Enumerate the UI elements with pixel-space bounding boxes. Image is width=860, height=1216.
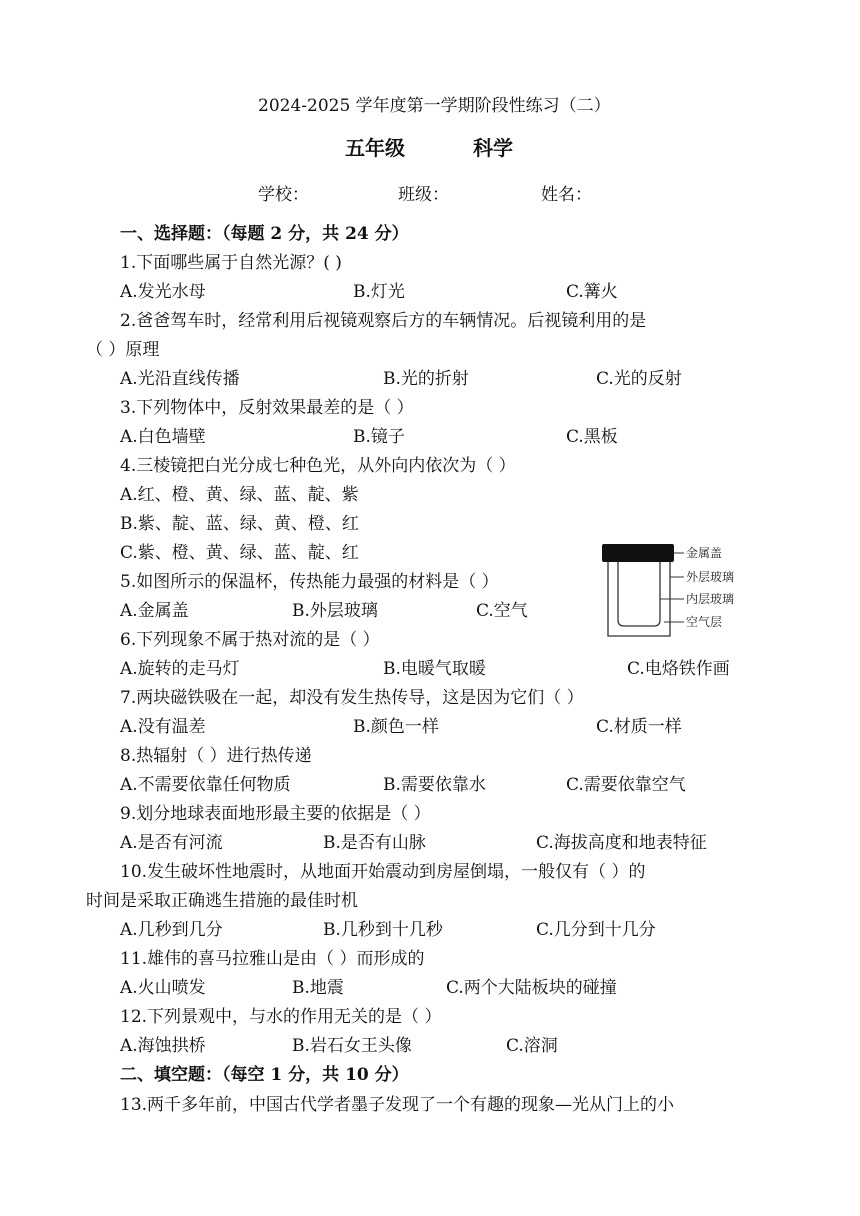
label-outer-glass: 外层玻璃 (686, 570, 735, 584)
option-b: B.是否有山脉 (323, 833, 426, 853)
metal-lid-shape (602, 544, 674, 562)
option-a: A.几秒到几分 (120, 920, 223, 940)
option-b: B.光的折射 (383, 369, 469, 389)
option-b: B.颜色一样 (353, 717, 439, 737)
option-c: C.篝火 (566, 282, 618, 302)
question-stem: 12.下列景观中，与水的作用无关的是（ ） (120, 1007, 442, 1027)
option-c: C.需要依靠空气 (566, 775, 686, 795)
exam-title: 2024-2025 学年度第一学期阶段性练习（二） (258, 96, 611, 116)
name-field-label: 姓名： (541, 185, 592, 205)
question-stem: 10.发生破坏性地震时，从地面开始震动到房屋倒塌，一般仅有（ ）的 (120, 862, 646, 882)
option-b: B.外层玻璃 (292, 601, 378, 621)
option-a: A.光沿直线传播 (120, 369, 240, 389)
school-field-label: 学校： (258, 185, 309, 205)
thermos-cup-figure (600, 540, 760, 644)
question-stem: 9.划分地球表面地形最主要的依据是（ ） (120, 804, 431, 824)
option-b: B.镜子 (353, 427, 405, 447)
question-stem: 2.爸爸驾车时，经常利用后视镜观察后方的车辆情况。后视镜利用的是 (120, 311, 647, 331)
option-a: A.白色墙壁 (120, 427, 206, 447)
option-a: A.没有温差 (120, 717, 206, 737)
option-a: A.火山喷发 (120, 978, 206, 998)
option-a: A.红、橙、黄、绿、蓝、靛、紫 (120, 485, 359, 505)
question-stem: 13.两千多年前，中国古代学者墨子发现了一个有趣的现象—光从门上的小 (120, 1095, 675, 1115)
option-b: B.电暖气取暖 (383, 659, 486, 679)
inner-glass-shape (618, 562, 660, 626)
grade-label: 五年级 (345, 136, 405, 160)
option-a: A.不需要依靠任何物质 (120, 775, 291, 795)
question-stem-continued: 时间是采取正确逃生措施的最佳时机 (86, 891, 358, 911)
question-stem: 8.热辐射（ ）进行热传递 (120, 746, 312, 766)
question-stem-continued: （ ）原理 (86, 340, 160, 360)
label-inner-glass: 内层玻璃 (686, 592, 735, 606)
label-metal-lid: 金属盖 (686, 546, 723, 560)
option-c: C.几分到十几分 (536, 920, 656, 940)
class-field-label: 班级： (398, 185, 449, 205)
option-b: B.灯光 (353, 282, 405, 302)
question-stem: 1.下面哪些属于自然光源？( ) (120, 253, 342, 273)
question-stem: 3.下列物体中，反射效果最差的是（ ） (120, 398, 414, 418)
option-c: C.光的反射 (596, 369, 682, 389)
thermos-cup-diagram (600, 540, 760, 644)
question-stem: 5.如图所示的保温杯，传热能力最强的材料是（ ） (120, 572, 499, 592)
option-b: B.几秒到十几秒 (323, 920, 443, 940)
subject-label: 科学 (473, 136, 513, 160)
option-b: B.需要依靠水 (383, 775, 486, 795)
option-c: C.溶洞 (506, 1036, 558, 1056)
option-c: C.海拔高度和地表特征 (536, 833, 707, 853)
option-b: B.地震 (292, 978, 344, 998)
option-c: C.材质一样 (596, 717, 682, 737)
option-a: A.发光水母 (120, 282, 206, 302)
option-c: C.电烙铁作画 (627, 659, 730, 679)
section-choice-heading: 一、选择题：（每题 2 分，共 24 分） (120, 224, 409, 244)
option-b: B.紫、靛、蓝、绿、黄、橙、红 (120, 514, 359, 534)
option-c: C.黑板 (566, 427, 618, 447)
option-b: B.岩石女王头像 (292, 1036, 412, 1056)
option-a: A.金属盖 (120, 601, 189, 621)
question-stem: 7.两块磁铁吸在一起，却没有发生热传导，这是因为它们（ ） (120, 688, 584, 708)
option-c: C.紫、橙、黄、绿、蓝、靛、红 (120, 543, 359, 563)
section-fill-heading: 二、填空题：（每空 1 分，共 10 分） (120, 1065, 409, 1085)
label-air-layer: 空气层 (686, 615, 723, 629)
option-a: A.是否有河流 (120, 833, 223, 853)
question-stem: 4.三棱镜把白光分成七种色光，从外向内依次为（ ） (120, 456, 516, 476)
question-stem: 6.下列现象不属于热对流的是（ ） (120, 630, 380, 650)
option-a: A.海蚀拱桥 (120, 1036, 206, 1056)
option-c: C.两个大陆板块的碰撞 (446, 978, 617, 998)
question-stem: 11.雄伟的喜马拉雅山是由（ ）而形成的 (120, 949, 425, 969)
option-a: A.旋转的走马灯 (120, 659, 240, 679)
option-c: C.空气 (476, 601, 528, 621)
